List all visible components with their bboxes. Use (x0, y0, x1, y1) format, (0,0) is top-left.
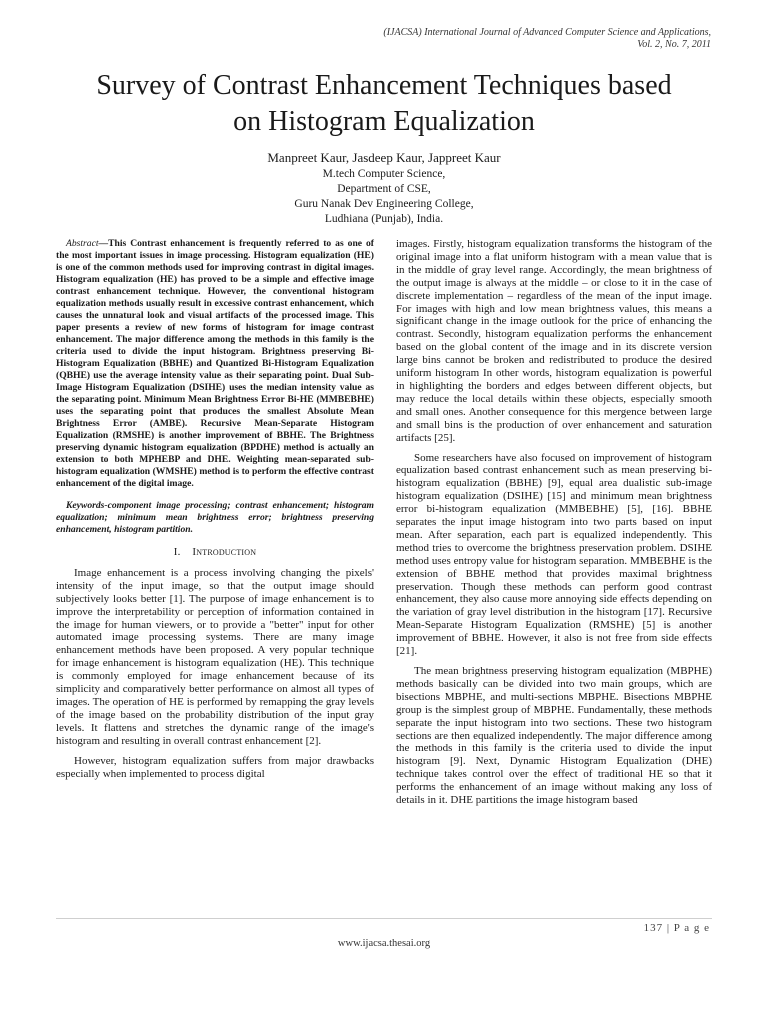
right-paragraph-1: images. Firstly, histogram equalization transforms the histogram of the original image into a flat uniform histogram with a mean value that is in the middle of gray level range. Accordingly, the mean brightness of the output image is always at the middle – or close to it in the case of discrete implementation – regardless of the mean of the input image. For images with high and low mean brightness values, this means a significant change in the image outlook for the price of enhancing the contrast. Secondly, histogram equalization performs the enhancement based on the global content of the image and in its discrete version large bins cannot be broken and redistributed to produce the desired uniform histogram In other words, histogram equalization is powerful in highlighting the borders and edges between different objects, but may reduce the local details within these objects, especially smooth and small ones. Another consequence for this mergence between large and small bins is the production of over enhancement and saturation artifacts [25]. (396, 238, 712, 444)
footer-divider (56, 918, 712, 919)
footer-url[interactable]: www.ijacsa.thesai.org (337, 938, 431, 949)
right-column (396, 238, 712, 814)
journal-header (191, 27, 711, 51)
page-number: 137 | P a g e (643, 922, 710, 934)
affiliation-line1: M.tech Computer Science, (322, 168, 446, 180)
section-heading-introduction (56, 546, 374, 559)
journal-header-line2: Vol. 2, No. 7, 2011 (637, 39, 711, 50)
abstract-text: —This Contrast enhancement is frequently referred to as one of the most important issues in image processing. Histogram equalization (HE) is one of the common methods used for improving contrast in digital images. Histogram equalization (HE) has proved to be a simple and effective image contrast enhancement technique. However, the conventional histogram equalization methods usually result in excessive contrast enhancement, which causes the unnatural look and visual artifacts of the processed image. This paper presents a review of new forms of histogram for image contrast enhancement. The major difference among the methods in this family is the criteria used to divide the input histogram. Brightness preserving Bi-Histogram Equalization (BBHE) and Quantized Bi-Histogram Equalization (QBHE) use the average intensity value as their separating point. Dual Sub-Image Histogram Equalization (DSIHE) uses the median intensity value as the separating point. Minimum Mean Brightness Error Bi-HE (MMBEBHE) uses the separating point that produces the smallest Absolute Mean Brightness Error (AMBE). Recursive Mean-Separate Histogram Equalization (RMSHE) is another improvement of BBHE. The Brightness preserving dynamic histogram equalization (BPDHE) method is actually an extension to both MPHEBP and DHE. Weighting mean-separated sub-histogram equalization (WMSHE) method is to perform the effective contrast enhancement of the digital image. (56, 238, 374, 489)
paper-title-line1: Survey of Contrast Enhancement Techniques based (96, 70, 672, 101)
paper-title-line2: on Histogram Equalization (233, 106, 535, 137)
intro-paragraph-1: Image enhancement is a process involving changing the pixels' intensity of the input image, so that the output image should subjectively looks better [1]. The purpose of image enhancement is to improve the interpretability or perception of information contained in the image for human viewers, or to provide a "better" input for other automated image processing systems. There are many image enhancement methods have been proposed. A very popular technique for image enhancement is histogram equalization (HE). This technique is commonly employed for image enhancement because of its simplicity and comparatively better performance on almost all types of images. The operation of HE is performed by remapping the gray levels of the image based on the probability distribution of the input gray levels. It flattens and stretches the dynamic range of the image's histogram and resulting in overall contrast enhancement [2]. (56, 566, 374, 747)
right-paragraph-3: The mean brightness preserving histogram equalization (MBPHE) methods basically can be divided into two main groups, which are bisections MBPHE, and multi-sections MBPHE. Bisections MBPHE group is the simplest group of MBPHE. Fundamentally, these methods separate the input histogram into two sections. These two histogram sections are then equalized independently. The major difference among the methods in this family is the criteria used to divide the input histogram [9]. Next, Dynamic Histogram Equalization (DHE) technique takes control over the effect of traditional HE so that it performs the enhancement of an image without making any loss of details in it. DHE partitions the image histogram based (396, 665, 712, 807)
abstract (56, 238, 374, 490)
author-list: Manpreet Kaur, Jasdeep Kaur, Jappreet Kaur (267, 150, 501, 165)
intro-paragraph-2: However, histogram equalization suffers from major drawbacks especially when implemented to process digital (56, 754, 374, 780)
affiliation-line4: Ludhiana (Punjab), India. (324, 213, 444, 225)
journal-header-line1: (IJACSA) International Journal of Advanced Computer Science and Applications, (383, 27, 711, 38)
section-number: I. (173, 546, 181, 558)
abstract-label: Abstract (66, 238, 99, 249)
section-title: Introduction (192, 546, 257, 558)
affiliation-line2: Department of CSE, (337, 183, 431, 195)
affiliation-line3: Guru Nanak Dev Engineering College, (294, 198, 474, 210)
left-column (56, 238, 374, 787)
paper-title (40, 68, 728, 140)
affiliation (184, 167, 584, 227)
right-paragraph-2: Some researchers have also focused on improvement of histogram equalization based contrast enhancement such as mean preserving bi-histogram equalization (BBHE) [9], equal area dualistic sub-image histogram equalization (DSIHE) [15] and minimum mean brightness error bi-histogram equalization (MMBEBHE) [5], [16]. BBHE separates the input image histogram into two parts based on input mean. After separation, each part is equalized independently. This method tries to overcome the brightness preservation problem. DSIHE method uses entropy value for histogram separation. MMBEBHE is the extension of BBHE method that provides maximal brightness preservation. Though these methods can perform good contrast enhancement, they also cause more annoying side effects depending on the variation of gray level distribution in the histogram [17]. Recursive Mean-Separate Histogram Equalization (RMSHE) [5] is another improvement of BBHE. However, it also is not free from side effects [21]. (396, 451, 712, 658)
keywords: Keywords-component image processing; contrast enhancement; histogram equalization; minimum mean brightness error; brightness preserving enhancement, histogram partition. (56, 500, 374, 535)
